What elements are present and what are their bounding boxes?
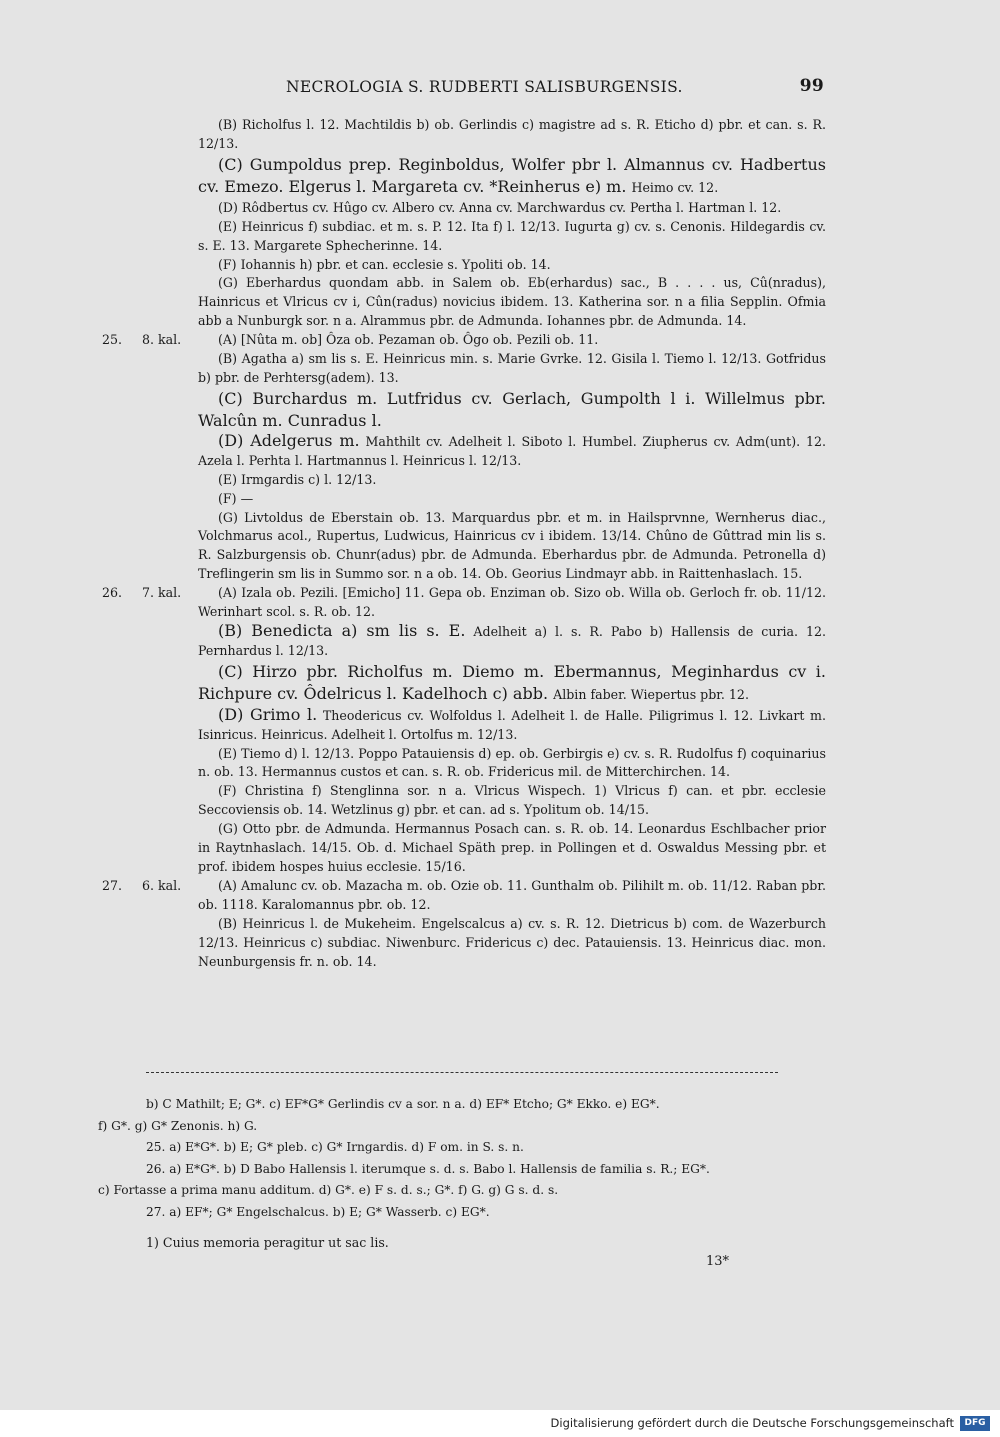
day-block-26 [102,584,826,622]
kalends-label: 6. kal. [142,877,182,893]
page-number: 99 [799,76,824,96]
entry-text: (A) Izala ob. Pezili. [Emicho] 11. Gepa ob. Enziman ob. Sizo ob. Willa ob. Gerloch fr. ob. 11/12. Werinhart scol. s. R. ob. 12. [198,585,826,620]
entry-text-small: Theodericus cv. Wolfoldus l. Adelheit l. de Halle. Piligrimus l. 12. Livkart m. Isinricus. Heinricus. Adelheit l. Ortolfus m. 12/13. [198,707,827,742]
entry-text: (G) Otto pbr. de Admunda. Hermannus Posach can. s. R. ob. 14. Leonardus Eschlbacher prior in Raytnhaslach. 14/15. Ob. d. Michael Späth prep. in Pollingen et d. Oswaldus Messing pbr. et prof. ibidem hospes huius ecclesie. 15/16. [198,821,826,874]
entry-text-large: (D) Adelgerus m. [218,430,360,450]
entry-text [198,154,826,199]
footer-bar [0,1410,1000,1437]
entry-text: (B) Heinricus l. de Mukeheim. Engelscalcus a) cv. s. R. 12. Dietricus b) com. de Wazerburch 12/13. Heinricus c) subdiac. Niwenburc. Fridericus c) dec. Patauiensis. 13. Heinricus diac. mon. Neunburgensis fr. n. ob. 14. [198,915,826,969]
apparatus-line: f) G*. g) G* Zenonis. h) G. [98,1118,258,1133]
signature-mark: 13* [706,1254,730,1269]
entry-text: (E) Irmgardis c) l. 12/13. [218,471,377,487]
entry-text [198,432,826,471]
entry-text [198,661,826,706]
entry-text-large: (B) Benedicta a) sm lis s. E. [218,620,466,640]
apparatus-notes [98,1094,838,1223]
entry-text: (B) Richolfus l. 12. Machtildis b) ob. Gerlindis c) magistre ad s. R. Eticho d) pbr. et can. s. R. 12/13. [198,117,826,151]
entry-text [198,622,826,661]
entry-text-small: Albin faber. Wiepertus pbr. 12. [553,686,749,702]
entry-text-large: (C) Gumpoldus prep. Reginboldus, Wolfer pbr l. Almannus cv. Hadbertus cv. Emezo. Elgerus l. Margareta cv. *Reinherus e) m. [198,154,826,196]
funding-credit: Digitalisierung gefördert durch die Deutsche Forschungsgemeinschaft [550,1416,954,1430]
entry-text-small: Heimo cv. 12. [631,179,719,195]
entry-text: (E) Heinricus f) subdiac. et m. s. P. 12. Ita f) l. 12/13. Iugurta g) cv. s. Cenonis. Hildegardis cv. s. E. 13. Margarete Sphecherinne. 14. [198,218,826,253]
kalends-label: 7. kal. [142,585,182,601]
separator-rule [146,1072,778,1073]
entry-text-large: (C) Burchardus m. Lutfridus cv. Gerlach, Gumpolth l i. Willelmus pbr. Walcûn m. Cunradus l. [198,388,826,430]
entry-text: (G) Livtoldus de Eberstain ob. 13. Marquardus pbr. et m. in Hailsprvnne, Wernherus diac., Volchmarus acol., Rupertus, Ludwicus, Hainricus cv i ibidem. 13/14. Chûno de Gûttrad min lis s. R. Salzburgensis ob. Chunr(adus) pbr. de Admunda. Eberhardus pbr. de Admunda. Petronella d) Treflingerin sm lis in Summo sor. n a ob. 14. Ob. Georius Lindmayr abb. in Raittenhaslach. 15. [198,509,826,582]
day-block-27 [102,877,826,915]
entry-text-large: (D) Grimo l. [218,704,318,724]
day-block-25 [102,331,826,350]
kalends-label: 8. kal. [142,332,182,348]
day-number: 25. [102,332,123,348]
apparatus-line: 27. a) EF*; G* Engelschalcus. b) E; G* Wasserb. c) EG*. [146,1204,490,1219]
entry-text: (E) Tiemo d) l. 12/13. Poppo Patauiensis d) ep. ob. Gerbirgis e) cv. s. R. Rudolfus f) coquinarius n. ob. 13. Hermannus custos et can. s. R. ob. Fridericus mil. de Mitterchirchen. 14. [198,745,826,780]
page-title: NECROLOGIA S. RUDBERTI SALISBURGENSIS. [286,78,683,96]
entry-text-large: (C) Hirzo pbr. Richolfus m. Diemo m. Ebermannus, Meginhardus cv i. Richpure cv. Ôdelricus l. Kadelhoch c) abb. [198,661,826,703]
entry-text: (F) Iohannis h) pbr. et can. ecclesie s. Ypoliti ob. 14. [218,256,551,272]
entry-text: (D) Rôdbertus cv. Hûgo cv. Albero cv. Anna cv. Marchwardus cv. Pertha l. Hartman l. 12. [218,199,782,215]
entry-text: (G) Eberhardus quondam abb. in Salem ob. Eb(erhardus) sac., B . . . . us, Cû(nradus), Hainricus et Vlricus cv i, Cûn(radus) novicius ibidem. 13. Katherina sor. n a filia Sepplin. Ofmia abb a Nunburgk sor. n a. Alrammus pbr. de Admunda. Iohannes pbr. de Admunda. 14. [198,275,826,329]
day-number: 27. [102,877,123,893]
entry-text: (A) [Nûta m. ob] Ôza ob. Pezaman ob. Ôgo ob. Pezili ob. 11. [218,332,599,348]
dfg-logo: DFG [960,1416,990,1431]
necrology-text [102,116,827,971]
apparatus-line: 26. a) E*G*. b) D Babo Hallensis l. iterumque s. d. s. Babo l. Hallensis de familia s. R.; EG*. [146,1161,710,1176]
apparatus-line: b) C Mathilt; E; G*. c) EF*G* Gerlindis cv a sor. n a. d) EF* Etcho; G* Ekko. e) EG*. [146,1097,660,1111]
running-header [198,76,826,106]
entry-text: (A) Amalunc cv. ob. Mazacha m. ob. Ozie ob. 11. Gunthalm ob. Pilihilt m. ob. 11/12. Raban pbr. ob. 1118. Karalomannus pbr. ob. 12. [198,877,826,912]
entry-text: (B) Agatha a) sm lis s. E. Heinricus min. s. Marie Gvrke. 12. Gisila l. Tiemo l. 12/13. Gotfridus b) pbr. de Perhtersg(adem). 13. [198,351,826,385]
apparatus-line: 25. a) E*G*. b) E; G* pleb. c) G* Irngardis. d) F om. in S. s. n. [146,1140,524,1154]
entry-text: (F) — [218,490,254,506]
entry-text-small: Adelheit a) l. s. R. Pabo b) Hallensis de curia. 12. Pernhardus l. 12/13. [198,623,827,658]
entry-text [198,706,826,745]
footnote: 1) Cuius memoria peragitur ut sac lis. [146,1235,389,1250]
entry-text-small: Mahthilt cv. Adelheit l. Siboto l. Humbel. Ziupherus cv. Adm(unt). 12. Azela l. Perhta l. Hartmannus l. Heinricus l. 12/13. [198,433,826,468]
day-number: 26. [102,585,123,601]
apparatus-line: c) Fortasse a prima manu additum. d) G*. e) F s. d. s.; G*. f) G. g) G s. d. s. [98,1183,559,1197]
entry-text: (F) Christina f) Stenglinna sor. n a. Vlricus Wispech. 1) Vlricus f) can. et pbr. ecclesie Seccoviensis ob. 14. Wetzlinus g) pbr. et can. ad s. Ypolitum ob. 14/15. [198,783,826,818]
